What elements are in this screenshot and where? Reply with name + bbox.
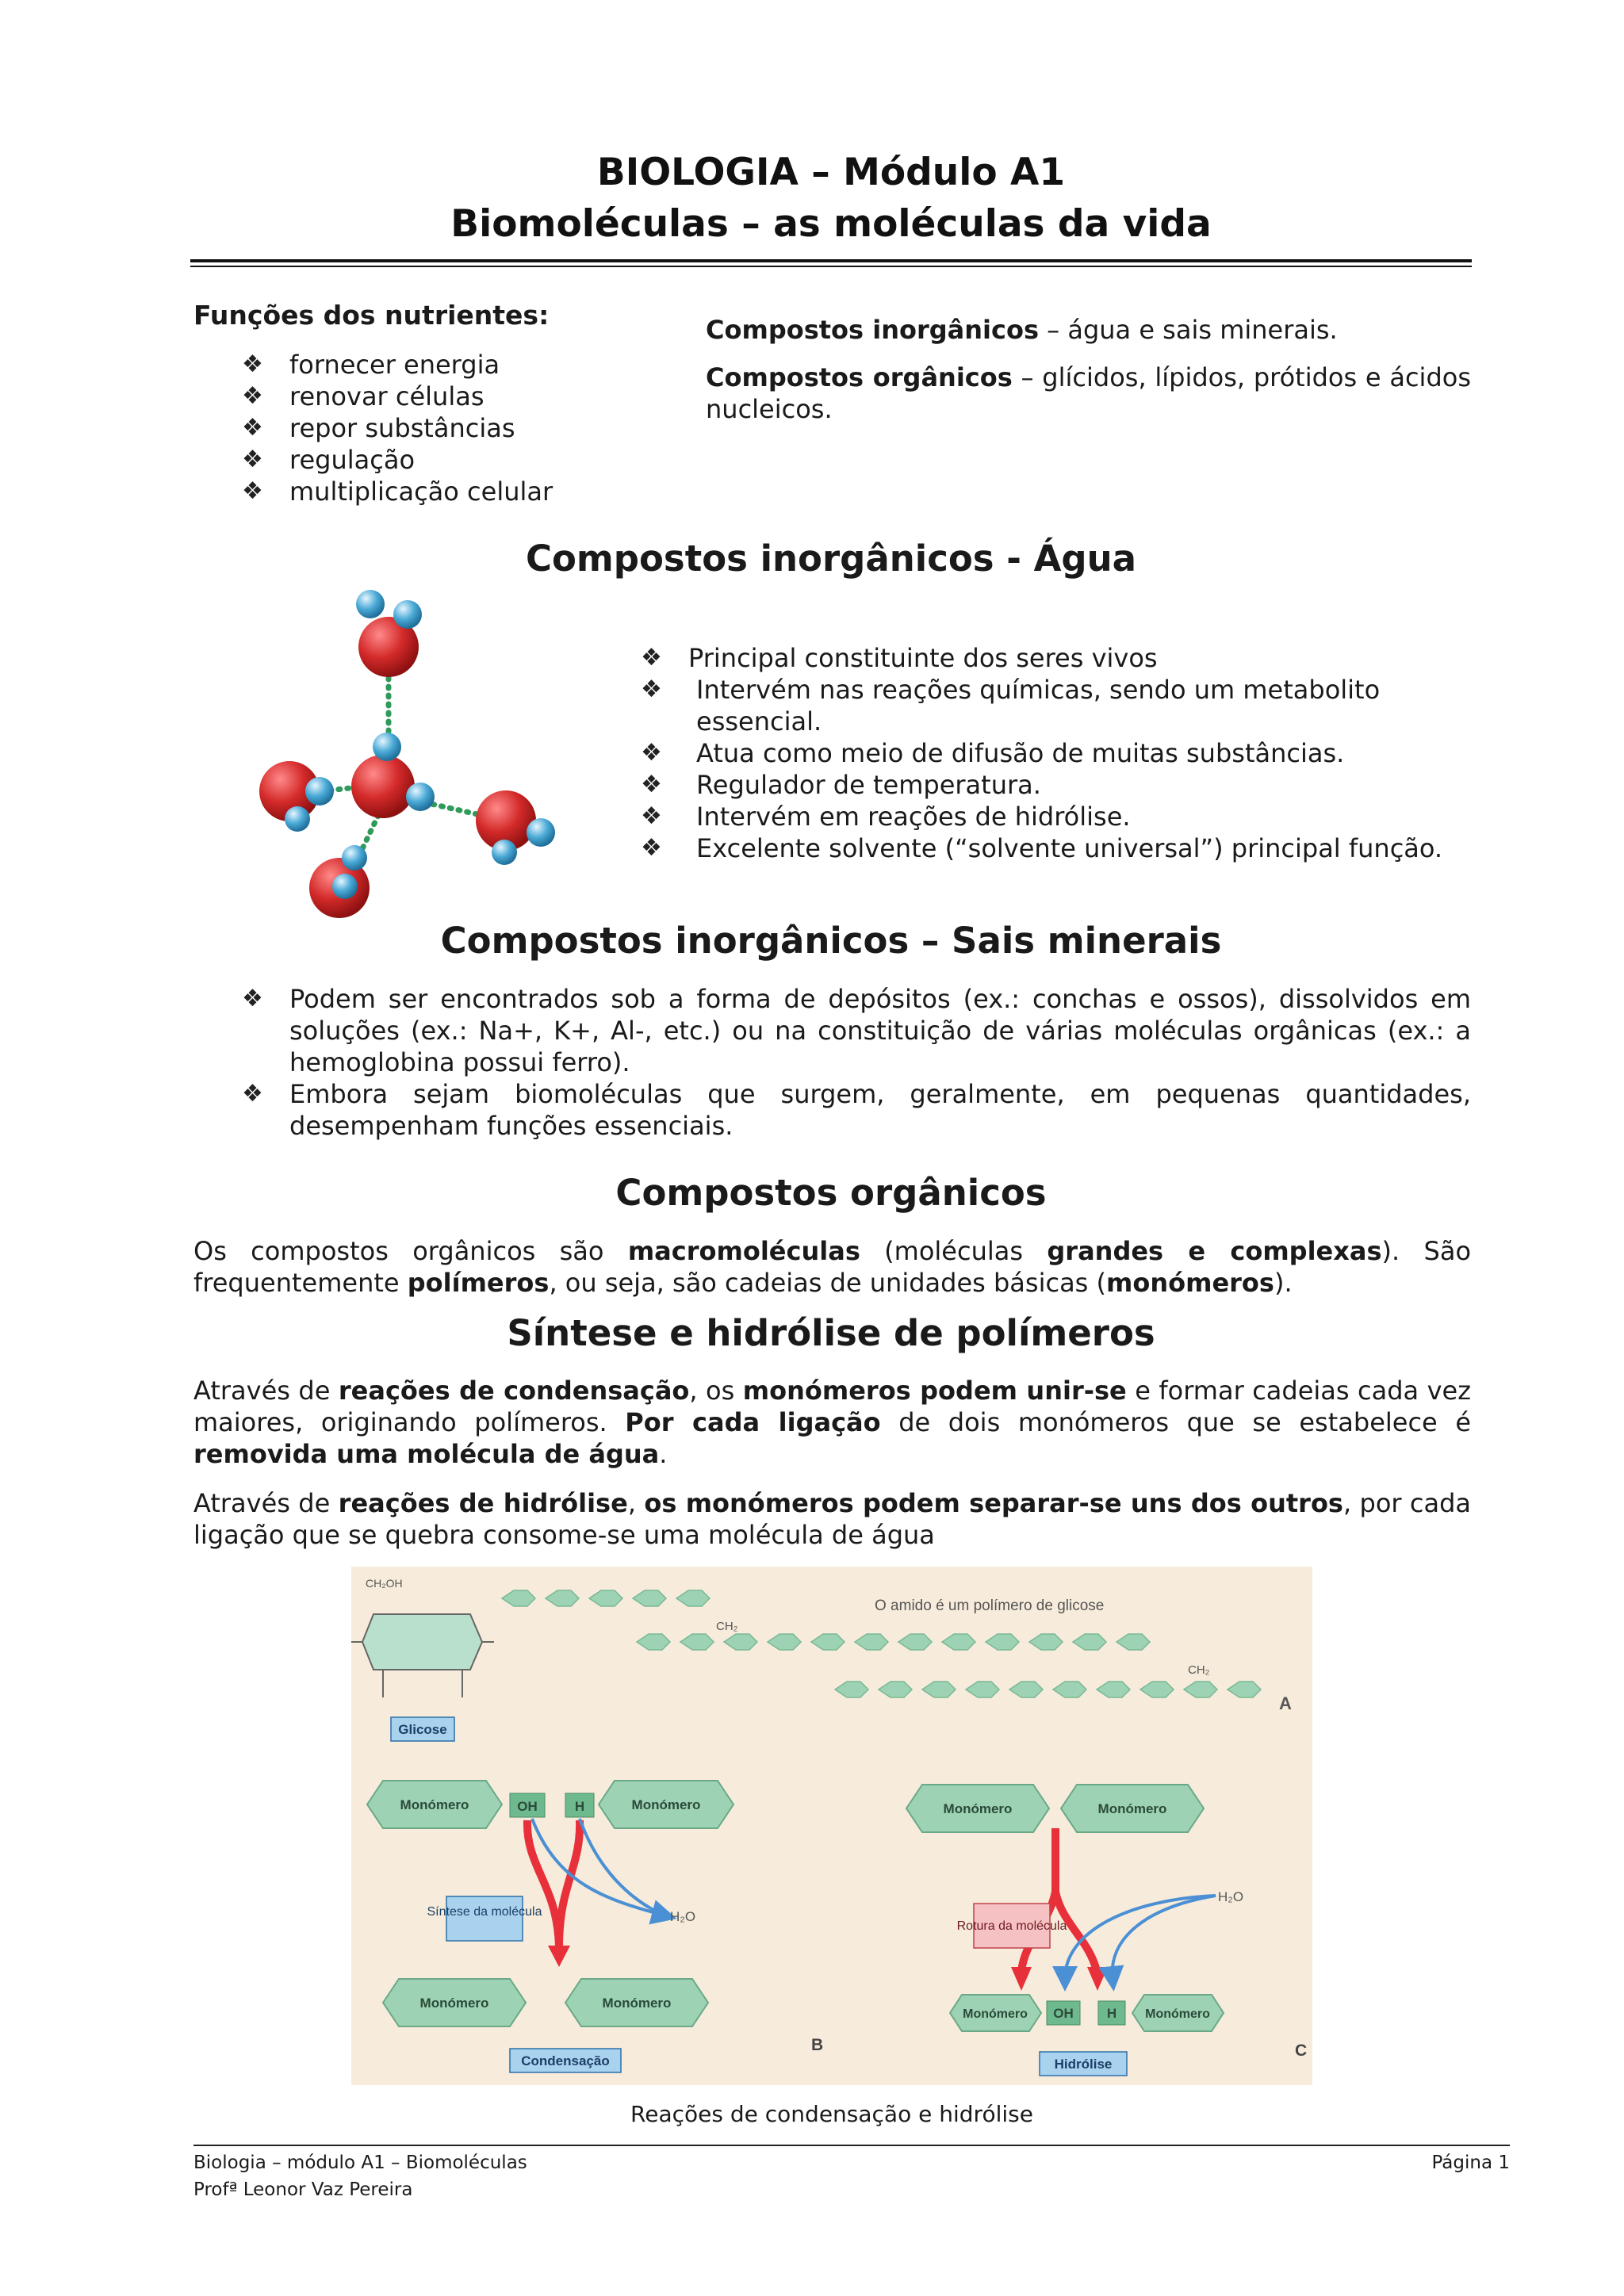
water-heading: Compostos inorgânicos - Água <box>525 538 1137 580</box>
monomer-label: Monómero <box>631 1797 701 1812</box>
oh-label: OH <box>1053 2006 1074 2021</box>
synthesis-paragraph-2: Através de reações de hidrólise, os monómeros podem separar-se uns dos outros, por cada ligação que se quebra consome-se uma molécula de água <box>193 1488 1472 1550</box>
list-item: ❖ repor substâncias <box>242 413 515 443</box>
list-item: ❖ Podem ser encontrados sob a forma de depósitos (ex.: conchas e ossos), dissolvidos em soluções (ex.: Na+, K+, Al-, etc.) ou na constituição de várias moléculas orgânicas (ex.: a hemoglobina possui ferro). <box>242 984 1471 1077</box>
compounds-inorganic: Compostos inorgânicos – água e sais minerais. <box>706 315 1338 345</box>
synthesis-heading: Síntese e hidrólise de polímeros <box>507 1312 1155 1354</box>
water-molecule <box>259 761 334 832</box>
h-label: H <box>1106 2006 1117 2021</box>
diamond-bullet-icon: ❖ <box>641 771 662 798</box>
monomer-label: Monómero <box>1145 2007 1210 2021</box>
list-item: ❖ fornecer energia <box>242 350 500 380</box>
title-rule-thin <box>190 266 1472 267</box>
rupture-box-text: Rotura da molécula <box>956 1919 1067 1933</box>
monomer-label: Monómero <box>602 1996 672 2011</box>
ch2-label: CH₂ <box>716 1620 738 1633</box>
list-item: ❖ Regulador de temperatura. <box>641 770 1041 800</box>
monomer-label: Monómero <box>943 1801 1013 1816</box>
diamond-bullet-icon: ❖ <box>641 802 662 830</box>
diamond-bullet-icon: ❖ <box>242 350 263 378</box>
monomer-label: Monómero <box>400 1797 469 1812</box>
list-item: ❖ Embora sejam biomoléculas que surgem, geralmente, em pequenas quantidades, desempenham funções essenciais. <box>242 1079 1471 1141</box>
h2o-label: H₂O <box>1218 1889 1244 1904</box>
list-item: ❖ Intervém nas reações químicas, sendo um metabolito essencial. <box>641 675 1381 737</box>
list-item: ❖ Atua como meio de difusão de muitas substâncias. <box>641 738 1345 768</box>
footer-left-line1: Biologia – módulo A1 – Biomoléculas <box>193 2152 527 2173</box>
glucose-label: Glicose <box>398 1722 447 1737</box>
list-item: ❖ Intervém em reações de hidrólise. <box>641 802 1131 832</box>
synthesis-box <box>427 1905 542 1919</box>
glucose-ch2oh-label: CH₂OH <box>366 1577 403 1590</box>
water-molecule-center <box>351 733 435 818</box>
list-item: ❖ renovar células <box>242 381 485 411</box>
diamond-bullet-icon: ❖ <box>242 446 263 473</box>
monomer-label: Monómero <box>419 1996 489 2011</box>
nutrients-list <box>242 349 686 507</box>
monomer-label: Monómero <box>1097 1801 1167 1816</box>
figure-caption: Reações de condensação e hidrólise <box>630 2101 1033 2127</box>
h2o-label: H₂O <box>670 1909 696 1924</box>
nutrients-heading: Funções dos nutrientes: <box>193 300 550 331</box>
h-label: H <box>574 1799 585 1814</box>
list-item: ❖ multiplicação celular <box>242 476 553 507</box>
diamond-bullet-icon: ❖ <box>641 644 662 672</box>
organic-paragraph: Os compostos orgânicos são macromoléculas (moléculas grandes e complexas). São frequentemente polímeros, ou seja, são cadeias de unidades básicas (monómeros). <box>193 1236 1472 1298</box>
condensation-label: Condensação <box>521 2053 610 2068</box>
footer-left-line2: Profª Leonor Vaz Pereira <box>193 2179 413 2200</box>
diamond-bullet-icon: ❖ <box>641 834 662 862</box>
diamond-bullet-icon: ❖ <box>242 1080 263 1108</box>
monomer-label: Monómero <box>963 2007 1028 2021</box>
diamond-bullet-icon: ❖ <box>641 739 662 767</box>
diamond-bullet-icon: ❖ <box>242 985 263 1012</box>
condensation-hydrolysis-figure <box>351 1567 1312 2085</box>
figure-letter-a: A <box>1279 1693 1292 1713</box>
diamond-bullet-icon: ❖ <box>242 414 263 442</box>
list-item: ❖ Excelente solvente (“solvente universal”) principal função. <box>641 833 1443 863</box>
page-title: BIOLOGIA – Módulo A1 <box>596 151 1066 194</box>
page-subtitle: Biomoléculas – as moléculas da vida <box>450 202 1212 246</box>
list-item: ❖ regulação <box>242 445 416 475</box>
diamond-bullet-icon: ❖ <box>242 477 263 505</box>
diamond-bullet-icon: ❖ <box>242 382 263 410</box>
organic-heading: Compostos orgânicos <box>615 1172 1047 1214</box>
list-item: ❖ Principal constituinte dos seres vivos <box>641 643 1158 673</box>
oh-label: OH <box>517 1799 538 1814</box>
minerals-list <box>242 983 1471 1142</box>
water-molecule <box>356 590 422 677</box>
diamond-bullet-icon: ❖ <box>641 675 662 703</box>
minerals-heading: Compostos inorgânicos – Sais minerais <box>440 920 1222 962</box>
page-number: Página 1 <box>1431 2152 1510 2173</box>
title-rule <box>190 259 1472 262</box>
water-molecules-diagram <box>238 579 587 928</box>
water-molecule <box>476 790 555 865</box>
synthesis-box-text: Síntese da molécula <box>427 1905 542 1919</box>
water-list <box>641 642 1473 864</box>
compounds-organic: Compostos orgânicos – glícidos, lípidos, prótidos e ácidos nucleicos. <box>706 362 1472 424</box>
hydrolysis-label: Hidrólise <box>1054 2057 1113 2072</box>
water-molecule <box>309 845 370 918</box>
figure-letter-b: B <box>811 2036 824 2054</box>
synthesis-paragraph-1: Através de reações de condensação, os monómeros podem unir-se e formar cadeias cada vez maiores, originando polímeros. Por cada ligação de dois monómeros que se estabelece é removida uma molécula de água. <box>193 1376 1472 1469</box>
figure-letter-c: C <box>1295 2042 1308 2060</box>
footer-rule <box>193 2145 1510 2146</box>
ch2-label: CH₂ <box>1188 1663 1210 1677</box>
starch-label: O amido é um polímero de glicose <box>875 1598 1105 1614</box>
